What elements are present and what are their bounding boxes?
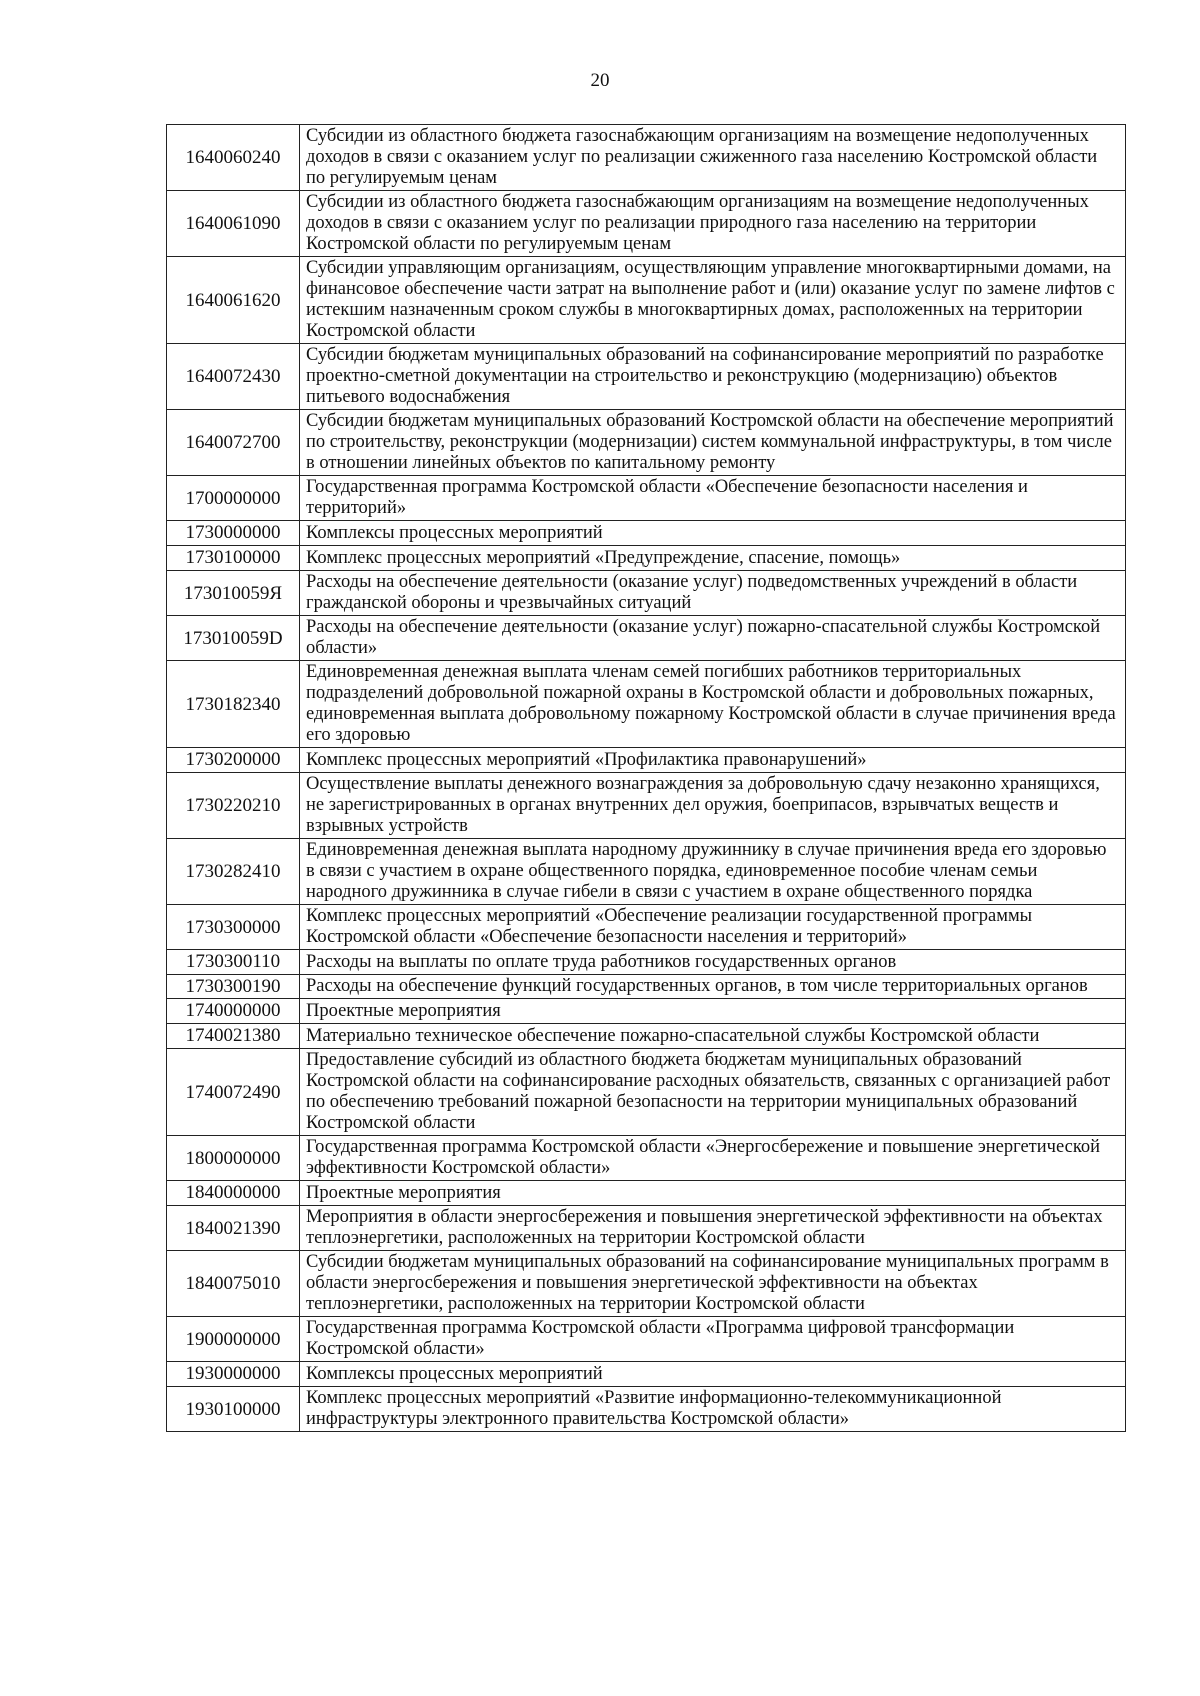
row-description: Субсидии бюджетам муниципальных образований на софинансирование мероприятий по разработке проектно-сметной документации на строительство и реконструкцию (модернизацию) объектов питьевого водоснабжения (300, 344, 1126, 410)
table-row (167, 773, 1126, 839)
table-row (167, 1387, 1126, 1432)
row-description: Предоставление субсидий из областного бюджета бюджетам муниципальных образований Костромской области на софинансирование расходных обязательств, связанных с организацией работ по обеспечению требований пожарной безопасности на территории муниципальных образований Костромской области (300, 1049, 1126, 1136)
row-description: Субсидии из областного бюджета газоснабжающим организациям на возмещение недополученных доходов в связи с оказанием услуг по реализации сжиженного газа населению Костромской области по регулируемым ценам (300, 125, 1126, 191)
row-code: 1730300190 (167, 975, 300, 999)
row-code: 1730300110 (167, 950, 300, 975)
row-code: 1930000000 (167, 1362, 300, 1387)
row-code: 1740021380 (167, 1024, 300, 1049)
row-code: 1900000000 (167, 1317, 300, 1362)
table-row (167, 1181, 1126, 1206)
row-code: 1740000000 (167, 999, 300, 1024)
table-row (167, 1251, 1126, 1317)
table-row (167, 999, 1126, 1024)
row-code: 1700000000 (167, 476, 300, 521)
row-code: 1730300000 (167, 905, 300, 950)
row-code: 1840021390 (167, 1206, 300, 1251)
table-row (167, 950, 1126, 975)
row-code: 1640072700 (167, 410, 300, 476)
table-row (167, 661, 1126, 748)
table-row (167, 521, 1126, 546)
row-description: Единовременная денежная выплата членам семей погибших работников территориальных подразделений добровольной пожарной охраны в Костромской области и добровольных пожарных, единовременная выплата добровольному пожарному Костромской области в случае причинения вреда его здоровью (300, 661, 1126, 748)
row-description: Государственная программа Костромской области «Программа цифровой трансформации Костромской области» (300, 1317, 1126, 1362)
row-description: Единовременная денежная выплата народному дружиннику в случае причинения вреда его здоровью в связи с участием в охране общественного порядка, единовременное пособие членам семьи народного дружинника в случае гибели в связи с участием в охране общественного порядка (300, 839, 1126, 905)
row-code: 1840000000 (167, 1181, 300, 1206)
row-description: Осуществление выплаты денежного вознаграждения за добровольную сдачу незаконно хранящихся, не зарегистрированных в органах внутренних дел оружия, боеприпасов, взрывчатых веществ и взрывных устройств (300, 773, 1126, 839)
row-description: Проектные мероприятия (300, 1181, 1126, 1206)
row-code: 1740072490 (167, 1049, 300, 1136)
budget-codes-table (166, 124, 1126, 1432)
table-row (167, 839, 1126, 905)
row-description: Проектные мероприятия (300, 999, 1126, 1024)
row-description: Субсидии управляющим организациям, осуществляющим управление многоквартирными домами, на финансовое обеспечение части затрат на выполнение работ и (или) оказание услуг по замене лифтов с истекшим назначенным сроком службы в многоквартирных домах, расположенных на территории Костромской области (300, 257, 1126, 344)
row-code: 1640061620 (167, 257, 300, 344)
page-number: 20 (590, 70, 610, 91)
row-code: 1930100000 (167, 1387, 300, 1432)
row-code: 1800000000 (167, 1136, 300, 1181)
table-row (167, 905, 1126, 950)
table-row (167, 257, 1126, 344)
table-row (167, 546, 1126, 571)
row-description: Мероприятия в области энергосбережения и повышения энергетической эффективности на объектах теплоэнергетики, расположенных на территории Костромской области (300, 1206, 1126, 1251)
table-row (167, 344, 1126, 410)
row-code: 1640060240 (167, 125, 300, 191)
row-description: Государственная программа Костромской области «Обеспечение безопасности населения и территорий» (300, 476, 1126, 521)
row-code: 173010059Я (167, 571, 300, 616)
row-description: Комплекс процессных мероприятий «Обеспечение реализации государственной программы Костромской области «Обеспечение безопасности населения и территорий» (300, 905, 1126, 950)
row-code: 1640072430 (167, 344, 300, 410)
row-description: Комплексы процессных мероприятий (300, 521, 1126, 546)
row-description: Субсидии из областного бюджета газоснабжающим организациям на возмещение недополученных доходов в связи с оказанием услуг по реализации природного газа населению на территории Костромской области по регулируемым ценам (300, 191, 1126, 257)
row-description: Комплекс процессных мероприятий «Предупреждение, спасение, помощь» (300, 546, 1126, 571)
table-row (167, 1024, 1126, 1049)
row-description: Государственная программа Костромской области «Энергосбережение и повышение энергетической эффективности Костромской области» (300, 1136, 1126, 1181)
row-description: Расходы на выплаты по оплате труда работников государственных органов (300, 950, 1126, 975)
table-row (167, 1049, 1126, 1136)
row-code: 1730000000 (167, 521, 300, 546)
table-row (167, 1206, 1126, 1251)
table-row (167, 476, 1126, 521)
row-description: Субсидии бюджетам муниципальных образований Костромской области на обеспечение мероприятий по строительству, реконструкции (модернизации) систем коммунальной инфраструктуры, в том числе в отношении линейных объектов по капитальному ремонту (300, 410, 1126, 476)
row-code: 1730100000 (167, 546, 300, 571)
row-code: 173010059D (167, 616, 300, 661)
table-row (167, 571, 1126, 616)
table-row (167, 125, 1126, 191)
table-row (167, 975, 1126, 999)
row-description: Материально техническое обеспечение пожарно-спасательной службы Костромской области (300, 1024, 1126, 1049)
row-code: 1730282410 (167, 839, 300, 905)
row-description: Расходы на обеспечение деятельности (оказание услуг) подведомственных учреждений в области гражданской обороны и чрезвычайных ситуаций (300, 571, 1126, 616)
table-row (167, 748, 1126, 773)
table-row (167, 1362, 1126, 1387)
row-code: 1730182340 (167, 661, 300, 748)
row-description: Комплексы процессных мероприятий (300, 1362, 1126, 1387)
row-description: Расходы на обеспечение деятельности (оказание услуг) пожарно-спасательной службы Костромской области» (300, 616, 1126, 661)
table-row (167, 1136, 1126, 1181)
row-code: 1840075010 (167, 1251, 300, 1317)
row-description: Комплекс процессных мероприятий «Профилактика правонарушений» (300, 748, 1126, 773)
table-row (167, 191, 1126, 257)
row-description: Расходы на обеспечение функций государственных органов, в том числе территориальных органов (300, 975, 1126, 999)
row-description: Комплекс процессных мероприятий «Развитие информационно-телекоммуникационной инфраструктуры электронного правительства Костромской области» (300, 1387, 1126, 1432)
table-row (167, 1317, 1126, 1362)
row-description: Субсидии бюджетам муниципальных образований на софинансирование муниципальных программ в области энергосбережения и повышения энергетической эффективности на объектах теплоэнергетики, расположенных на территории Костромской области (300, 1251, 1126, 1317)
row-code: 1640061090 (167, 191, 300, 257)
table-row (167, 616, 1126, 661)
row-code: 1730220210 (167, 773, 300, 839)
row-code: 1730200000 (167, 748, 300, 773)
table-row (167, 410, 1126, 476)
